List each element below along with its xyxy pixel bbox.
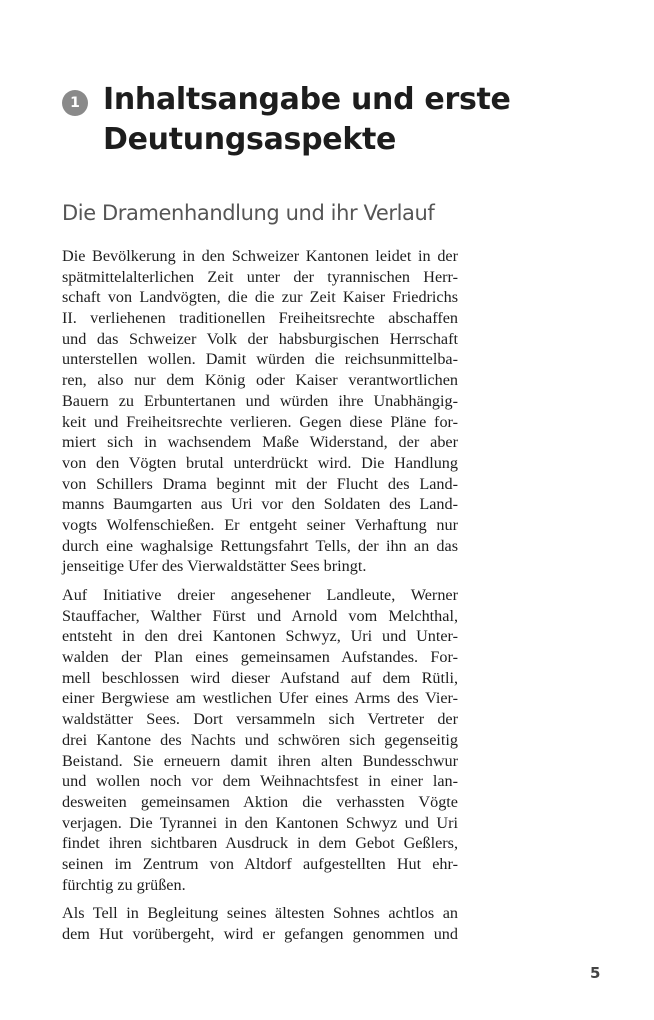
chapter-title-line: Deutungsaspekte: [103, 122, 397, 157]
text-line: jenseitige Ufer des Vierwaldstätter Sees bringt.: [62, 557, 367, 576]
text-line: verjagen. Die Tyrannei in den Kantonen Schwyz und Uri: [62, 813, 458, 832]
text-line: Stauffacher, Walther Fürst und Arnold vom Melchthal,: [62, 606, 458, 625]
text-line: seinen im Zentrum von Altdorf aufgestellten Hut ehr-: [62, 854, 458, 873]
text-line: fürchtig zu grüßen.: [62, 875, 186, 894]
body-paragraph: [62, 246, 458, 577]
text-line: und wollen noch vor dem Weihnachtsfest in einer lan-: [62, 772, 458, 791]
section-title: Die Dramenhandlung und ihr Verlauf: [62, 201, 435, 225]
text-line: einer Bergwiese am westlichen Ufer eines Arms des Vier-: [62, 689, 458, 708]
text-line: Bauern zu Erbuntertanen und würden ihre Unabhängig-: [62, 391, 458, 410]
text-line: vogts Wolfenschießen. Er entgeht seiner Verhaftung nur: [62, 515, 458, 534]
page-number: 5: [590, 964, 601, 982]
text-line: Auf Initiative dreier angesehener Landleute, Werner: [62, 586, 458, 604]
body-paragraph: [62, 585, 458, 895]
text-line: ren, also nur dem König oder Kaiser verantwortlichen: [62, 371, 458, 390]
text-line: miert sich in wachsendem Maße Widerstand, der aber: [62, 433, 458, 452]
text-line: drei Kantone des Nachts und schwören sich gegenseitig: [62, 730, 458, 749]
body-paragraph: [62, 903, 458, 944]
text-line: dem Hut vorübergeht, wird er gefangen genommen und: [62, 924, 458, 943]
text-line: Beistand. Sie erneuern damit ihren alten Bundesschwur: [62, 751, 458, 770]
text-line: und das Schweizer Volk der habsburgischen Herrschaft: [62, 329, 458, 348]
text-line: mell beschlossen wird dieser Aufstand auf dem Rütli,: [62, 668, 458, 687]
text-line: walden der Plan eines gemeinsamen Aufstandes. For-: [62, 648, 458, 667]
text-line: manns Baumgarten aus Uri vor den Soldaten des Land-: [62, 495, 458, 514]
text-line: von den Vögten brutal unterdrückt wird. Die Handlung: [62, 453, 458, 472]
text-line: durch eine waghalsige Rettungsfahrt Tells, der ihn an das: [62, 536, 458, 555]
text-line: waldstätter Sees. Dort versammeln sich Vertreter der: [62, 710, 458, 729]
chapter-title-line: Inhaltsangabe und erste: [103, 82, 511, 117]
text-line: keit und Freiheitsrechte verlieren. Gegen diese Pläne for-: [62, 412, 458, 431]
chapter-number-badge: 1: [62, 90, 88, 116]
text-line: II. verliehenen traditionellen Freiheitsrechte abschaffen: [62, 309, 458, 328]
text-line: von Schillers Drama beginnt mit der Flucht des Land-: [62, 474, 458, 493]
text-line: Als Tell in Begleitung seines ältesten Sohnes achtlos an: [62, 904, 458, 922]
text-line: entsteht in den drei Kantonen Schwyz, Uri und Unter-: [62, 627, 458, 646]
text-line: Die Bevölkerung in den Schweizer Kantonen leidet in der: [62, 247, 458, 265]
text-line: unterstellen wollen. Damit würden die reichsunmittelba-: [62, 350, 458, 369]
text-line: findet ihren sichtbaren Ausdruck in dem Gebot Geßlers,: [62, 834, 458, 853]
text-line: desweiten gemeinsamen Aktion die verhassten Vögte: [62, 792, 458, 811]
text-line: schaft von Landvögten, die die zur Zeit Kaiser Friedrichs: [62, 288, 458, 307]
chapter-title: [103, 80, 511, 160]
text-line: spätmittelalterlichen Zeit unter der tyrannischen Herr-: [62, 267, 458, 286]
